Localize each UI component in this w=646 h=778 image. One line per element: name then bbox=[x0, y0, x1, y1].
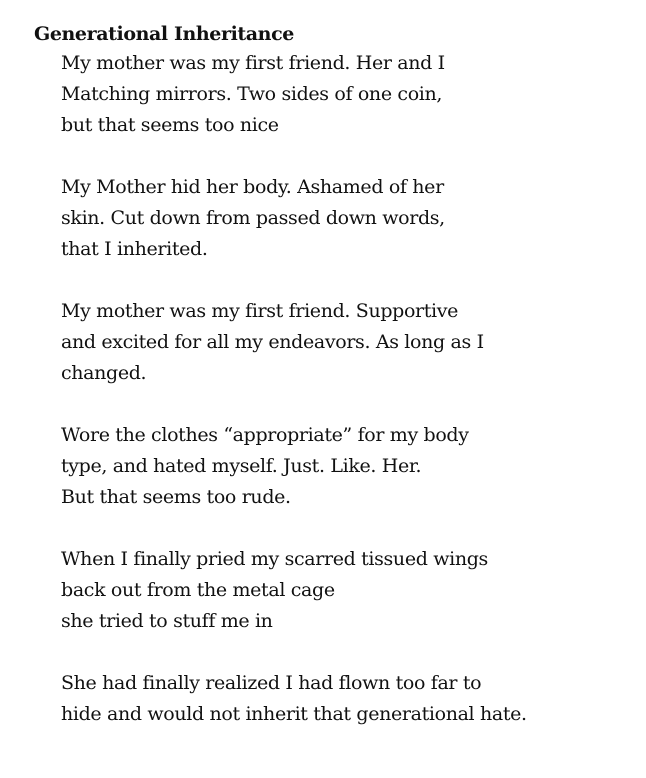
stanza-6 bbox=[61, 668, 634, 730]
poem-line: Wore the clothes “appropriate” for my body bbox=[61, 424, 469, 446]
stanza-2 bbox=[61, 172, 634, 265]
poem-line: back out from the metal cage bbox=[61, 579, 335, 601]
poem-line: Matching mirrors. Two sides of one coin, bbox=[61, 83, 443, 105]
stanza-5 bbox=[61, 544, 634, 637]
poem-line: She had finally realized I had flown too far to bbox=[61, 672, 482, 694]
stanza-4 bbox=[61, 420, 634, 513]
poem-line: but that seems too nice bbox=[61, 114, 279, 136]
poem-line: type, and hated myself. Just. Like. Her. bbox=[61, 455, 422, 477]
poem-title: Generational Inheritance bbox=[34, 23, 294, 45]
poem-line: skin. Cut down from passed down words, bbox=[61, 207, 445, 229]
poem-line: My mother was my first friend. Her and I bbox=[61, 52, 445, 74]
poem-body bbox=[61, 48, 634, 730]
poem-line: she tried to stuff me in bbox=[61, 610, 273, 632]
poem-line: and excited for all my endeavors. As long as I bbox=[61, 331, 484, 353]
poem-line: changed. bbox=[61, 362, 147, 384]
stanza-1 bbox=[61, 48, 634, 141]
poem-line: hide and would not inherit that generational hate. bbox=[61, 703, 527, 725]
poem bbox=[34, 20, 634, 730]
poem-line: When I finally pried my scarred tissued wings bbox=[61, 548, 488, 570]
poem-line: But that seems too rude. bbox=[61, 486, 291, 508]
poem-line: My Mother hid her body. Ashamed of her bbox=[61, 176, 444, 198]
poem-line: that I inherited. bbox=[61, 238, 208, 260]
stanza-3 bbox=[61, 296, 634, 389]
poem-line: My mother was my first friend. Supportive bbox=[61, 300, 459, 322]
